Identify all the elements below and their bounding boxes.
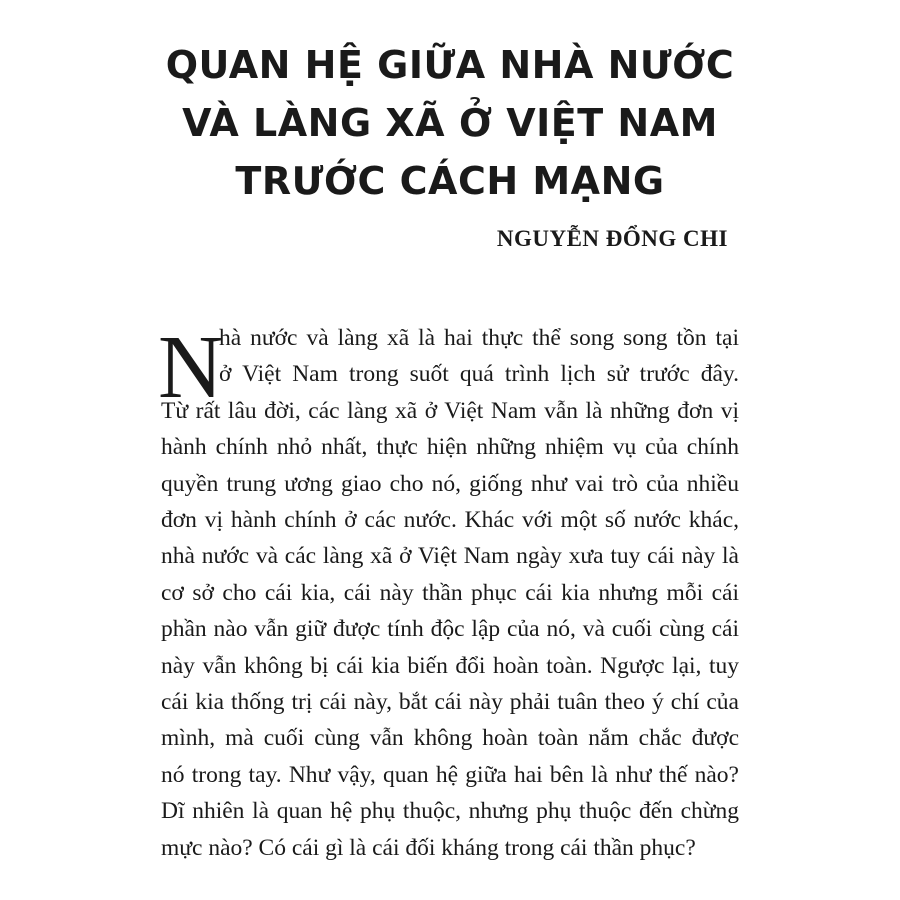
body-line-7: nhà nước và các làng xã ở Việt Nam ngày xưa tuy cái này là [161, 543, 739, 570]
body-line-14: Dĩ nhiên là quan hệ phụ thuộc, nhưng phụ thuộc đến chừng [161, 798, 739, 825]
body-line-13: nó trong tay. Như vậy, quan hệ giữa hai bên là như thế nào? [161, 761, 739, 788]
title-line-1: QUAN HỆ GIỮA NHÀ NƯỚC [165, 43, 735, 87]
body-line-6: đơn vị hành chính ở các nước. Khác với một số nước khác, [161, 507, 739, 534]
body-line-10: này vẫn không bị cái kia biến đổi hoàn toàn. Ngược lại, tuy [161, 652, 739, 679]
body-line-4: hành chính nhỏ nhất, thực hiện những nhiệm vụ của chính [161, 434, 739, 461]
body-line-9: phần nào vẫn giữ được tính độc lập của nó, và cuối cùng cái [161, 616, 739, 643]
body-text [158, 318, 739, 866]
body-line-2: ở Việt Nam trong suốt quá trình lịch sử trước đây. [219, 361, 739, 388]
drop-cap: N [158, 318, 223, 417]
body-line-5: quyền trung ương giao cho nó, giống như vai trò của nhiều [161, 470, 739, 497]
title-line-3: TRƯỚC CÁCH MẠNG [235, 159, 665, 203]
body-line-11: cái kia thống trị cái này, bắt cái này phải tuân theo ý chí của [161, 689, 739, 716]
body-line-12: mình, mà cuối cùng vẫn không hoàn toàn nắm chắc được [161, 725, 739, 752]
body-line-8: cơ sở cho cái kia, cái này thần phục cái kia nhưng mỗi cái [161, 579, 739, 606]
chapter-title [0, 36, 900, 210]
title-line-2: VÀ LÀNG XÃ Ở VIỆT NAM [182, 101, 718, 145]
author-name: NGUYỄN ĐỔNG CHI [496, 226, 728, 251]
body-line-3: Từ rất lâu đời, các làng xã ở Việt Nam vẫn là những đơn vị [161, 397, 739, 424]
body-line-15: mực nào? Có cái gì là cái đối kháng trong cái thần phục? [161, 834, 696, 861]
body-line-1: hà nước và làng xã là hai thực thể song song tồn tại [219, 325, 739, 351]
